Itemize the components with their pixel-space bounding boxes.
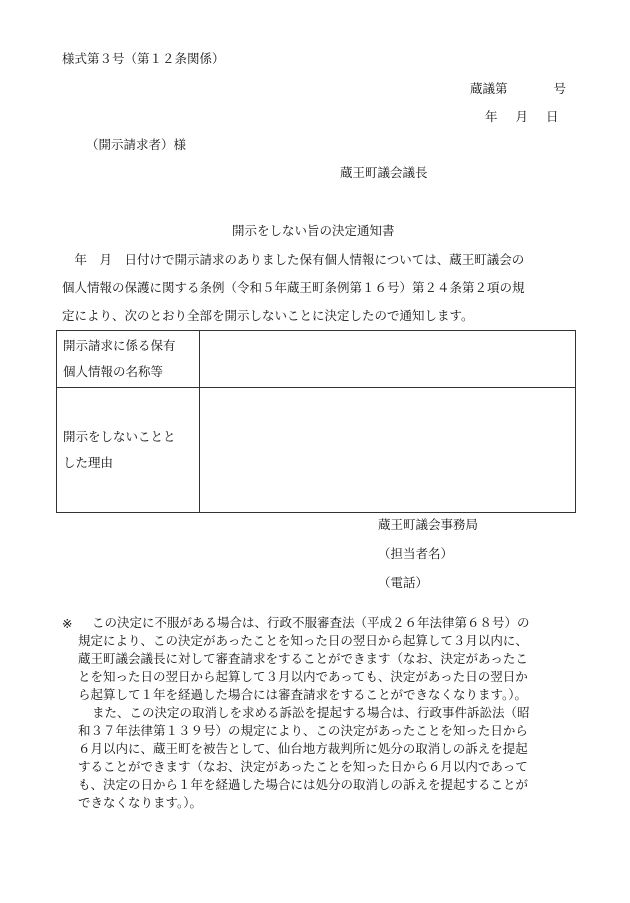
document-date: [485, 111, 559, 124]
date-day: 日: [546, 109, 559, 124]
detail-table: [56, 330, 576, 513]
note-line: 規定により、この決定があったことを知った日の翌日から起算して３月以内に、: [78, 633, 528, 648]
note-line: 蔵王町議会議長に対して審査請求をすることができます（なお、決定があったこ: [78, 651, 528, 666]
note-paragraph-lawsuit: [78, 704, 588, 812]
sender: 蔵王町議会議長: [340, 165, 428, 180]
date-month: 月: [515, 109, 529, 124]
note-line: ら起算して１年を経過した場合には審査請求をすることができなくなります。）。: [78, 687, 528, 702]
reason-label: [57, 388, 200, 513]
reason-value: [200, 388, 576, 513]
body-line: 定により、次のとおり全部を開示しないことに決定したので通知します。: [62, 308, 474, 323]
document-number-prefix: 蔵議第: [470, 81, 508, 96]
note-line: 和３７年法律第１３９号）の規定により、この決定があったことを知った日から: [78, 723, 528, 738]
note-line: ６月以内に、蔵王町を被告として、仙台地方裁判所に処分の取消しの訴えを提起: [78, 741, 528, 756]
label-line: 開示をしないことと: [63, 429, 176, 444]
note-line: も、決定の日から１年を経過した場合には処分の取消しの訴えを提起することが: [78, 777, 529, 792]
date-year: 年: [485, 109, 498, 124]
note-line: この決定に不服がある場合は、行政不服審査法（平成２６年法律第６８号）の: [92, 615, 530, 630]
body-paragraph: [62, 246, 580, 330]
form-number: 様式第３号（第１２条関係）: [62, 51, 225, 66]
document-number: [470, 83, 566, 96]
note-line: することができます（なお、決定があったことを知った日から６月以内であって: [78, 759, 528, 774]
note-line: また、この決定の取消しを求める訴訟を提起する場合は、行政事件訴訟法（昭: [92, 705, 530, 720]
phone: （電話）: [378, 575, 429, 590]
label-line: した理由: [63, 455, 114, 470]
table-row: [57, 331, 576, 388]
document-title: 開示をしない旨の決定通知書: [232, 223, 395, 238]
requested-info-value: [200, 331, 576, 388]
note-mark: ※: [62, 616, 73, 631]
document-number-suffix: 号: [553, 81, 567, 96]
body-line: 年 月 日付けで開示請求のありました保有個人情報については、蔵王町議会の: [62, 252, 525, 267]
office-name: 蔵王町議会事務局: [378, 517, 479, 532]
body-line: 個人情報の保護に関する条例（令和５年蔵王町条例第１６号）第２４条第２項の規: [62, 280, 525, 295]
table-row: [57, 388, 576, 513]
recipient: （開示請求者）様: [86, 137, 187, 152]
note-paragraph-appeal: [78, 614, 588, 704]
label-line: 個人情報の名称等: [63, 364, 164, 379]
label-line: 開示請求に係る保有: [63, 338, 176, 353]
contact-person: （担当者名）: [378, 546, 454, 561]
requested-info-label: [57, 331, 200, 388]
note-line: できなくなります。）。: [78, 795, 203, 810]
note-line: とを知った日の翌日から起算して３月以内であっても、決定があった日の翌日か: [78, 669, 528, 684]
